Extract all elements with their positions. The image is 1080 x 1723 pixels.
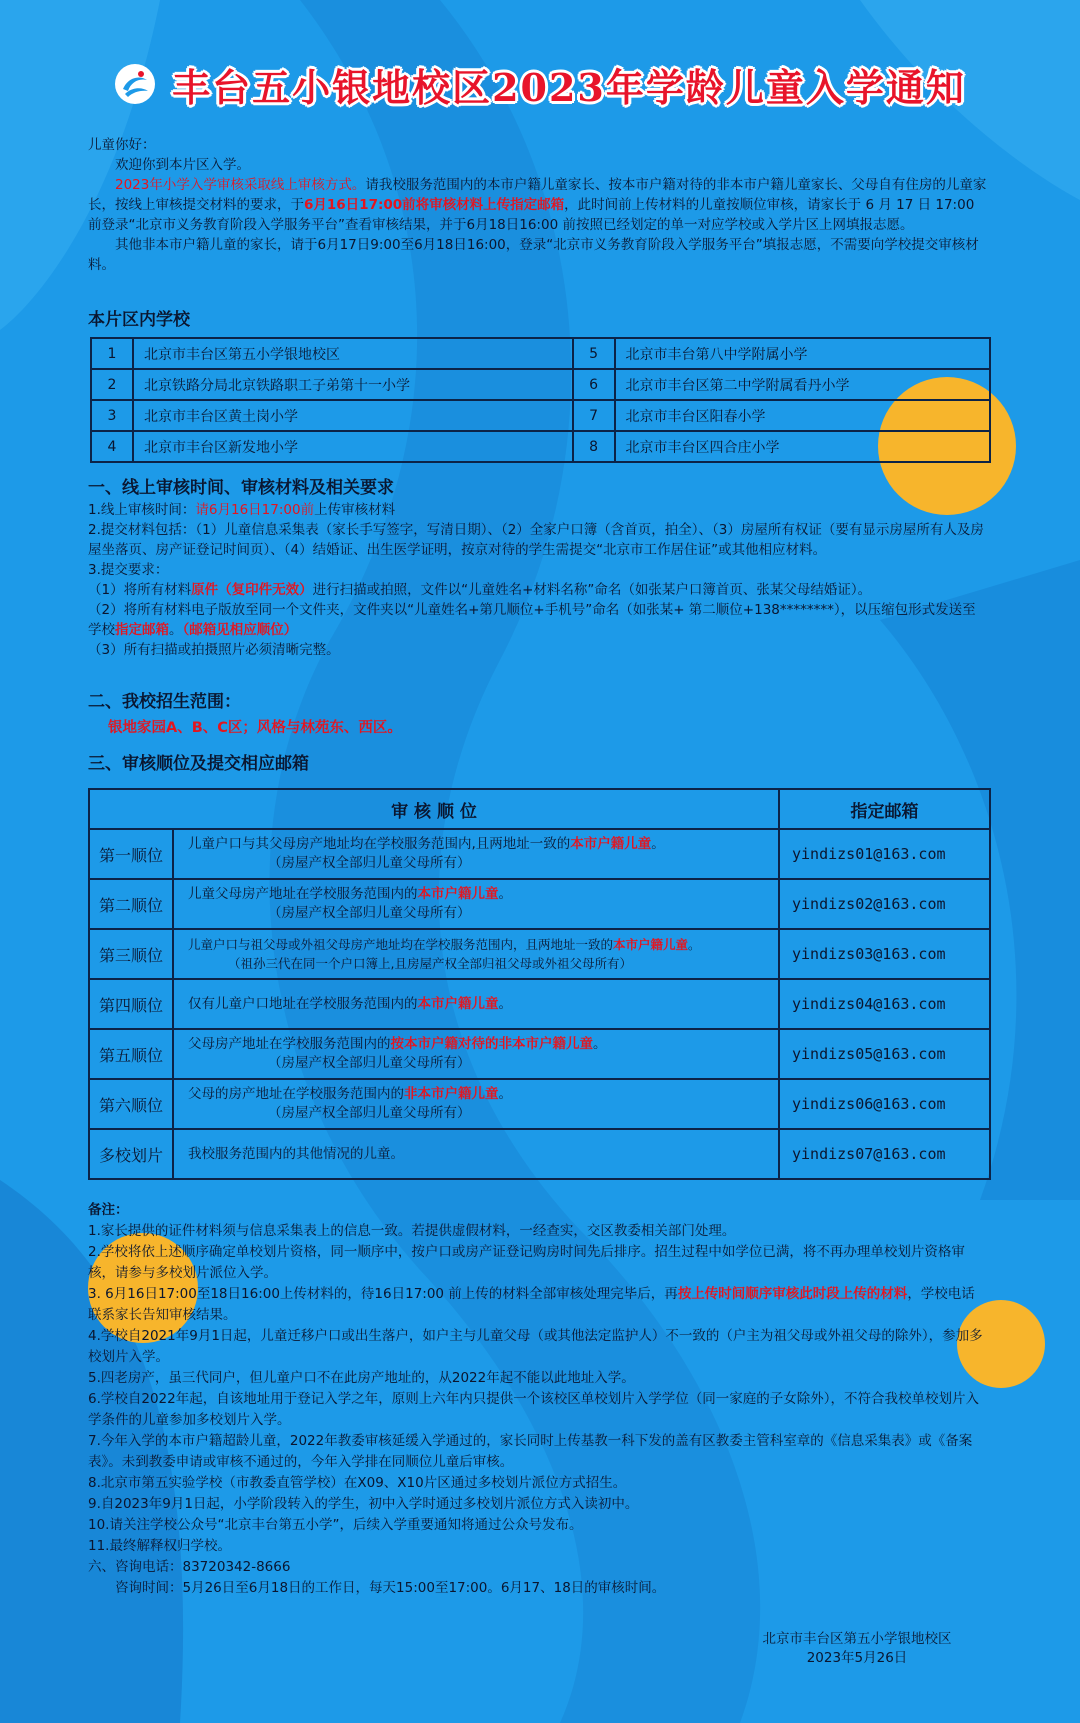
table-row: 4 北京市丰台区新发地小学 8 北京市丰台区四合庄小学 <box>91 431 990 462</box>
school-name: 北京市丰台区阳春小学 <box>615 400 990 431</box>
order-level: 第四顺位 <box>89 979 173 1029</box>
contact-phone: 六、咨询电话：83720342-8666 <box>88 1559 291 1575</box>
review-time: 1.线上审核时间：请6月16日17:00前上传审核材料 <box>88 502 396 518</box>
intro-paragraph-1: 2023年小学入学审核采取线上审核方式。请我校服务范围内的本市户籍儿童家长、按本市户籍对待的非本市户籍儿童家长、父母自有住房的儿童家长，按线上审核提交材料的要求，于6月16日17:00前将审核材料上传指定邮箱，此时间前上传材料的儿童按顺位审核，请家长于 6 月 17 日 17:00 前登录“北京市义务教育阶段入学服务平台”查看审核结果，并于6月18日16:00 前按照已经划定的单一对应学校或入学片区上网填报志愿。 <box>88 177 987 233</box>
table-header-row <box>89 789 990 829</box>
welcome-text: 欢迎你到本片区入学。 <box>115 157 250 173</box>
requirements-label: 3.提交要求： <box>88 562 169 578</box>
intro-paragraph-2: 其他非本市户籍儿童的家长，请于6月17日9:00至6月18日16:00，登录“北京市义务教育阶段入学服务平台”填报志愿，不需要向学校提交审核材料。 <box>88 237 979 273</box>
section-2 <box>88 692 988 738</box>
school-name: 北京市丰台区新发地小学 <box>133 431 573 462</box>
table-row <box>89 929 990 979</box>
note-item: 9.自2023年9月1日起，小学阶段转入的学生，初中入学时通过多校划片派位方式入读初中。 <box>88 1496 639 1512</box>
schools-heading: 本片区内学校 <box>88 310 190 330</box>
greeting: 儿童你好： <box>88 137 156 153</box>
note-item: 4.学校自2021年9月1日起，儿童迁移户口或出生落户，如户主与儿童父母（或其他法定监护人）不一致的（户主为祖父母或外祖父母的除外），参加多校划片入学。 <box>88 1328 983 1365</box>
order-level: 第二顺位 <box>89 879 173 929</box>
page-title: 丰台五小银地校区2023年学龄儿童入学通知 <box>172 64 966 110</box>
email-address: yindizs06@163.com <box>779 1079 990 1129</box>
order-level: 第五顺位 <box>89 1029 173 1079</box>
school-name: 北京铁路分局北京铁路职工子弟第十一小学 <box>133 369 573 400</box>
materials-list: 2.提交材料包括：（1）儿童信息采集表（家长手写签字，写清日期）、（2）全家户口簿（含首页，拍全）、（3）房屋所有权证（要有显示房屋所有人及房屋坐落页、房产证登记时间页）、（4）结婚证、出生医学证明，按京对待的学生需提交“北京市工作居住证”或其他相应材料。 <box>88 522 984 558</box>
note-item: 2.学校将依上述顺序确定单校划片资格，同一顺序中，按户口或房产证登记购房时间先后排序。招生过程中如学位已满，将不再办理单校划片资格审核，请参与多校划片派位入学。 <box>88 1244 965 1281</box>
table-row <box>89 879 990 929</box>
table-row <box>89 1079 990 1129</box>
order-level: 第一顺位 <box>89 829 173 879</box>
school-name: 北京市丰台区第五小学银地校区 <box>133 338 573 369</box>
order-level: 第六顺位 <box>89 1079 173 1129</box>
order-description: 父母房产地址在学校服务范围内的按本市户籍对待的非本市户籍儿童。 （房屋产权全部归儿童父母所有） <box>173 1029 779 1079</box>
note-item: 1.家长提供的证件材料须与信息采集表上的信息一致。若提供虚假材料，一经查实，交区教委相关部门处理。 <box>88 1223 736 1239</box>
notes-heading: 备注： <box>88 1202 129 1218</box>
school-name: 北京市丰台区四合庄小学 <box>615 431 990 462</box>
column-header-email: 指定邮箱 <box>779 789 990 829</box>
email-address: yindizs04@163.com <box>779 979 990 1029</box>
contact-hours: 咨询时间：5月26日至6月18日的工作日，每天15:00至17:00。6月17、18日的审核时间。 <box>115 1580 666 1596</box>
email-address: yindizs02@163.com <box>779 879 990 929</box>
table-row <box>89 1029 990 1079</box>
order-description: 儿童户口与祖父母或外祖父母房产地址均在学校服务范围内，且两地址一致的本市户籍儿童。 （祖孙三代在同一个户口簿上,且房屋产权全部归祖父母或外祖父母所有） <box>173 929 779 979</box>
table-row: 2 北京铁路分局北京铁路职工子弟第十一小学 6 北京市丰台区第二中学附属看丹小学 <box>91 369 990 400</box>
section-1-heading: 一、线上审核时间、审核材料及相关要求 <box>88 478 394 498</box>
order-level: 多校划片 <box>89 1129 173 1179</box>
order-description: 儿童父母房产地址在学校服务范围内的本市户籍儿童。 （房屋产权全部归儿童父母所有） <box>173 879 779 929</box>
column-header-order: 审 核 顺 位 <box>89 789 779 829</box>
table-row: 3 北京市丰台区黄土岗小学 7 北京市丰台区阳春小学 <box>91 400 990 431</box>
section-1 <box>88 478 988 660</box>
enrollment-range: 银地家园A、B、C区；风格与林苑东、西区。 <box>108 720 402 736</box>
deadline-note: 6月16日17:00前将审核材料上传指定邮箱 <box>304 197 565 213</box>
note-item: 10.请关注学校公众号“北京丰台第五小学”，后续入学重要通知将通过公众号发布。 <box>88 1517 583 1533</box>
requirement-2: （2）将所有材料电子版放至同一个文件夹，文件夹以“儿童姓名+第几顺位+手机号”命名（如张某+ 第二顺位+138********），以压缩包形式发送至学校指定邮箱。（邮箱见相应顺位） <box>88 602 976 638</box>
header <box>0 54 1080 114</box>
schools-table <box>90 337 991 463</box>
school-name: 北京市丰台第八中学附属小学 <box>615 338 990 369</box>
note-item: 8.北京市第五实验学校（市教委直管学校）在X09、X10片区通过多校划片派位方式招生。 <box>88 1475 627 1491</box>
review-order-table <box>88 788 991 1180</box>
order-description: 我校服务范围内的其他情况的儿童。 <box>173 1129 779 1179</box>
table-row <box>89 1129 990 1179</box>
school-name: 北京市丰台区黄土岗小学 <box>133 400 573 431</box>
signature-org: 北京市丰台区第五小学银地校区 <box>762 1631 952 1647</box>
email-address: yindizs03@163.com <box>779 929 990 979</box>
table-row <box>89 979 990 1029</box>
table-row <box>89 829 990 879</box>
requirement-1: （1）将所有材料原件（复印件无效）进行扫描或拍照，文件以“儿童姓名+材料名称”命名（如张某户口簿首页、张某父母结婚证）。 <box>88 582 872 598</box>
intro <box>88 135 988 275</box>
note-item: 3. 6月16日17:00至18日16:00上传材料的，待16日17:00 前上传的材料全部审核处理完毕后，再按上传时间顺序审核此时段上传的材料，学校电话联系家长告知审核结果。 <box>88 1286 975 1323</box>
online-review-note: 2023年小学入学审核采取线上审核方式。 <box>115 177 366 193</box>
note-item: 7.今年入学的本市户籍超龄儿童，2022年教委审核延缓入学通过的，家长同时上传基教一科下发的盖有区教委主管科室章的《信息采集表》或《备案表》。未到教委申请或审核不通过的，今年入学排在同顺位儿童后审核。 <box>88 1433 973 1470</box>
email-address: yindizs07@163.com <box>779 1129 990 1179</box>
signature <box>742 1630 972 1668</box>
requirement-3: （3）所有扫描或拍摄照片必须清晰完整。 <box>88 642 340 658</box>
school-name: 北京市丰台区第二中学附属看丹小学 <box>615 369 990 400</box>
table-row: 1 北京市丰台区第五小学银地校区 5 北京市丰台第八中学附属小学 <box>91 338 990 369</box>
order-description: 仅有儿童户口地址在学校服务范围内的本市户籍儿童。 <box>173 979 779 1029</box>
order-description: 父母的房产地址在学校服务范围内的非本市户籍儿童。 （房屋产权全部归儿童父母所有） <box>173 1079 779 1129</box>
section-2-heading: 二、我校招生范围： <box>88 692 241 712</box>
order-level: 第三顺位 <box>89 929 173 979</box>
order-description: 儿童户口与其父母房产地址均在学校服务范围内,且两地址一致的本市户籍儿童。 （房屋产权全部归儿童父母所有） <box>173 829 779 879</box>
email-address: yindizs01@163.com <box>779 829 990 879</box>
signature-date: 2023年5月26日 <box>806 1650 908 1666</box>
note-item: 11.最终解释权归学校。 <box>88 1538 231 1554</box>
notes <box>88 1200 988 1599</box>
email-address: yindizs05@163.com <box>779 1029 990 1079</box>
note-item: 6.学校自2022年起，自该地址用于登记入学之年，原则上六年内只提供一个该校区单校划片入学学位（同一家庭的子女除外），不符合我校单校划片入学条件的儿童参加多校划片入学。 <box>88 1391 979 1428</box>
note-item: 5.四老房产，虽三代同户，但儿童户口不在此房产地址的，从2022年起不能以此地址入学。 <box>88 1370 635 1386</box>
school-logo-icon <box>114 63 156 105</box>
section-3-heading: 三、审核顺位及提交相应邮箱 <box>88 754 309 774</box>
